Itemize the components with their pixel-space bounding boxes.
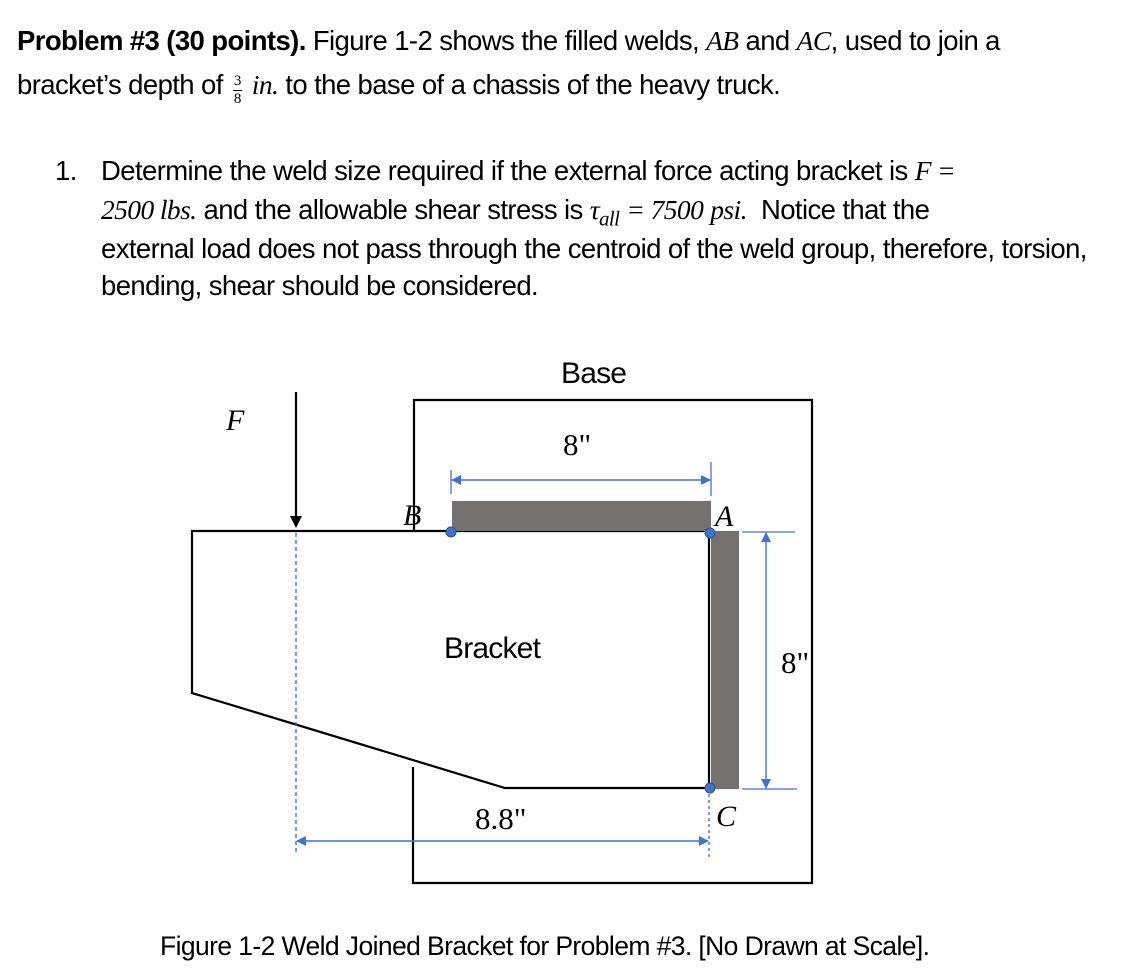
point-c-marker [705,783,715,793]
question-line-3: external load does not pass through the centroid of the weld group, therefore, torsion, [101,233,1087,264]
depth-denominator: 8 [233,91,241,107]
tau-letter: τ [589,194,599,225]
intro-text-a: Figure 1-2 shows the filled welds, [312,25,700,56]
point-b-label: B [403,499,422,532]
intro-text-c: bracket’s depth of [17,69,223,100]
bottom-dimension-label: 8.8" [475,801,527,836]
point-a-label: A [715,500,734,533]
weld-ab-symbol: AB [706,25,739,56]
question-text-c: Notice that the [760,194,930,225]
depth-unit: in. [251,69,279,100]
question-text-b: and the allowable shear stress is [203,194,583,225]
intro-text-d: to the base of a chassis of the heavy truck. [285,69,781,100]
weld-ac-symbol: AC [796,25,831,56]
figure-caption: Figure 1-2 Weld Joined Bracket for Problem #3. [No Drawn at Scale]. [160,931,930,961]
force-symbol: F = [914,155,956,186]
force-label: F [226,404,245,437]
intro-text-b: , used to join a [830,25,1000,56]
depth-numerator: 3 [233,73,241,89]
force-value: 2500 lbs. [101,194,197,225]
tau-unit: psi. [710,194,747,225]
question-line-4: bending, shear should be considered. [101,270,539,301]
point-b-marker [446,527,456,537]
question-text-a: Determine the weld size required if the external force acting bracket is [101,155,908,186]
question-number: 1. [55,155,77,186]
intro-and: and [745,25,790,56]
side-dimension-label: 8" [781,645,810,680]
point-a-marker [705,528,715,538]
weld-ac [711,531,739,789]
top-dimension-label: 8" [563,427,592,462]
tau-equation: = 7500 [626,194,704,225]
weld-ab [452,501,711,531]
bracket-label: Bracket [444,632,541,665]
base-label: Base [561,357,627,390]
point-c-label: C [716,800,737,833]
tau-subscript: all [598,206,620,231]
problem-heading: Problem #3 (30 points). [17,25,306,56]
